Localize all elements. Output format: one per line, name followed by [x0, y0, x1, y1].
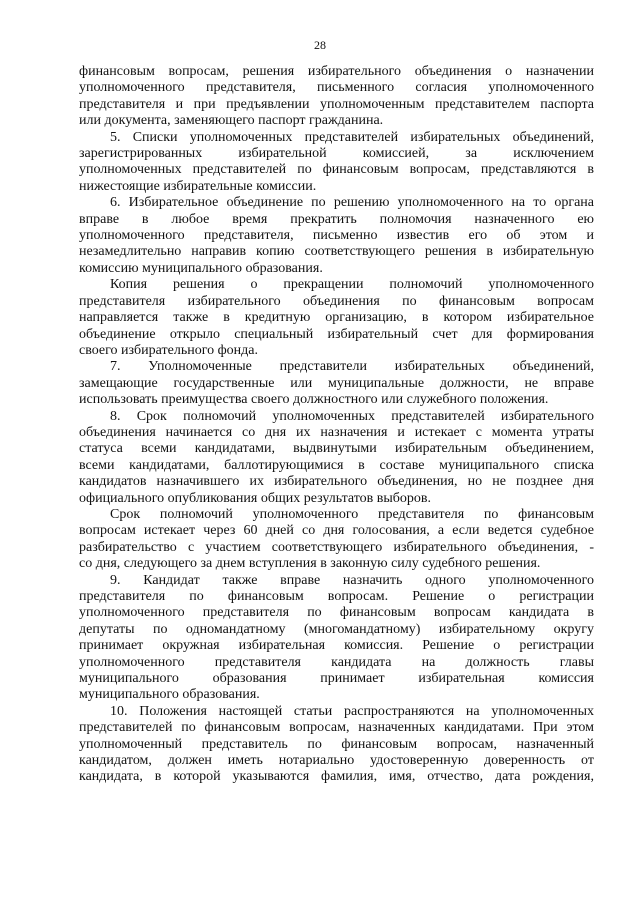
- text-line: 5. Списки уполномоченных представителей избирательных объединений,: [110, 129, 594, 145]
- text-line: кандидата, в которой указываются фамилия, имя, отчество, дата рождения,: [79, 769, 594, 785]
- text-line: использовать преимущества своего должностного или служебного положения.: [79, 392, 549, 408]
- text-line: кандидатов назначившего их избирательного объединения, но не позднее дня: [79, 474, 594, 490]
- text-line: муниципального образования.: [79, 687, 260, 703]
- text-line: вопросам истекает через 60 дней со дня голосования, а если ведется судебное: [79, 523, 594, 539]
- text-line: уполномоченный представитель по финансовым вопросам, назначенный: [79, 736, 594, 752]
- page-number: 28: [314, 38, 326, 52]
- text-line: уполномоченного представителя по финансовым вопросам кандидата в: [79, 605, 594, 621]
- text-line: замещающие государственные или муниципальные должности, не вправе: [79, 375, 594, 391]
- text-line: со дня, следующего за днем вступления в законную силу судебного решения.: [79, 556, 541, 572]
- text-line: 6. Избирательное объединение по решению уполномоченного на то органа: [110, 195, 594, 211]
- text-line: уполномоченных представителей по финансовым вопросам, представляются в: [79, 162, 594, 178]
- text-line: официального опубликования общих результатов выборов.: [79, 490, 432, 506]
- text-line: представителя и при предъявлении уполномоченным представителем паспорта: [79, 96, 594, 112]
- text-line: объединение открыло специальный избирательный счет для формирования: [79, 326, 594, 342]
- text-line: комиссию муниципального образования.: [79, 260, 323, 276]
- text-line: Срок полномочий уполномоченного представителя по финансовым: [110, 506, 594, 522]
- text-line: принимает окружная избирательная комиссия. Решение о регистрации: [79, 638, 594, 654]
- text-line: или документа, заменяющего паспорт гражданина.: [79, 113, 384, 129]
- text-line: кандидатом, должен иметь нотариально удостоверенную доверенность от: [79, 753, 594, 769]
- text-line: финансовым вопросам, решения избирательного объединения о назначении: [79, 64, 594, 79]
- text-line: своего избирательного фонда.: [79, 342, 258, 358]
- text-line: Копия решения о прекращении полномочий уполномоченного: [110, 277, 594, 293]
- text-line: уполномоченного представителя, письменно известив его об этом и: [79, 228, 594, 244]
- text-line: незамедлительно направив копию соответствующего решения в избирательную: [79, 244, 594, 260]
- text-line: представителя по финансовым вопросам. Решение о регистрации: [79, 589, 594, 604]
- text-line: депутаты по одномандатному (многомандатному) избирательному округу: [79, 621, 594, 637]
- text-line: зарегистрированных избирательной комиссией, за исключением: [79, 146, 594, 162]
- text-line: 8. Срок полномочий уполномоченных представителей избирательного: [110, 408, 594, 424]
- text-line: нижестоящие избирательные комиссии.: [79, 178, 317, 194]
- text-line: 9. Кандидат также вправе назначить одного уполномоченного: [110, 572, 594, 588]
- text-line: 7. Уполномоченные представители избирательных объединений,: [110, 359, 594, 375]
- text-line: уполномоченного представителя, письменного согласия уполномоченного: [79, 80, 594, 96]
- text-line: объединения начинается со дня их назначения и истекает с момента утраты: [79, 424, 594, 440]
- text-line: 10. Положения настоящей статьи распространяются на уполномоченных: [110, 703, 594, 719]
- text-line: представителя избирательного объединения по финансовым вопросам: [79, 293, 594, 309]
- text-line: направляется также в кредитную организацию, в котором избирательное: [79, 310, 594, 326]
- document-body: [79, 64, 594, 786]
- text-line: всеми кандидатами, баллотирующимися в составе муниципального списка: [79, 457, 594, 473]
- text-line: муниципального образования принимает избирательная комиссия: [79, 671, 594, 687]
- text-line: вправе в любое время прекратить полномочия назначенного ею: [79, 211, 594, 227]
- text-line: разбирательство с участием соответствующего избирательного объединения, -: [79, 539, 594, 555]
- text-line: уполномоченного представителя кандидата на должность главы: [79, 654, 594, 670]
- text-line: статуса всеми кандидатами, выдвинутыми избирательным объединением,: [79, 441, 594, 457]
- text-line: представителей по финансовым вопросам, назначенных кандидатами. При этом: [79, 720, 594, 736]
